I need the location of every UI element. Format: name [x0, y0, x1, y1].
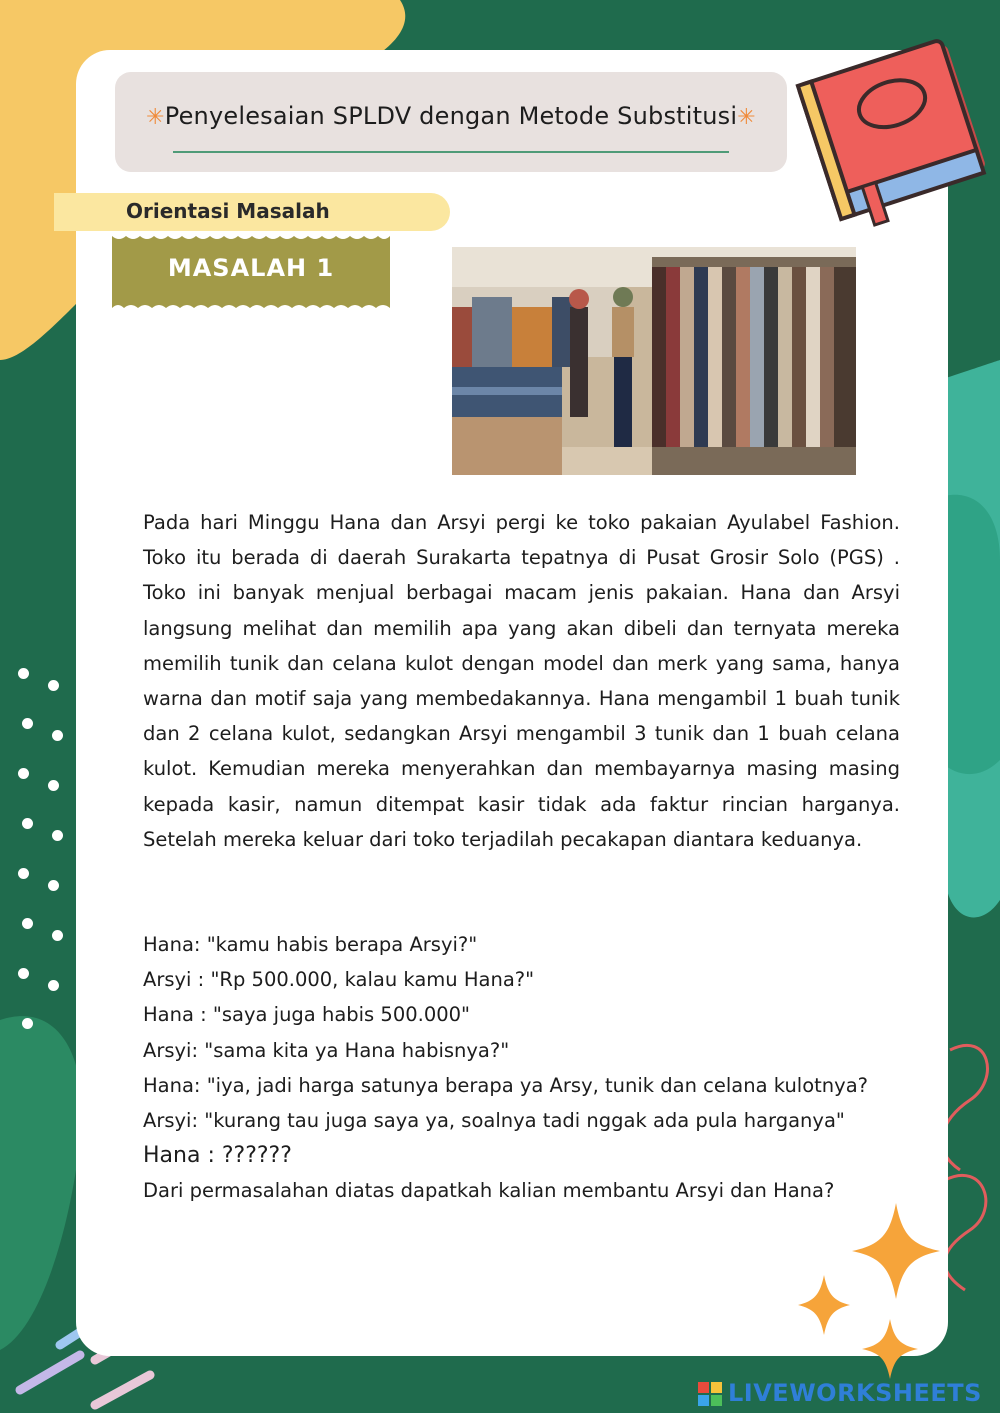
clothing-store-photo — [452, 247, 856, 475]
dialog-line: Arsyi: "sama kita ya Hana habisnya?" — [143, 1038, 510, 1062]
sparkle-icon: ✳ — [737, 105, 756, 130]
orientation-tab — [54, 193, 450, 231]
watermark — [698, 1378, 994, 1408]
page-title: Penyelesaian SPLDV dengan Metode Substitusi — [164, 102, 738, 130]
book-icon — [790, 24, 1000, 234]
title-underline — [173, 151, 729, 153]
question-line: Dari permasalahan diatas dapatkah kalian membantu Arsyi dan Hana? — [143, 1179, 835, 1203]
watermark-text: LIVEWORKSHEETS — [728, 1379, 982, 1407]
problem-label: MASALAH 1 — [167, 254, 335, 282]
sparkle-icon — [790, 1195, 950, 1395]
orientation-label: Orientasi Masalah — [126, 199, 330, 223]
dialog-block — [143, 927, 883, 1209]
dialog-line: Arsyi : "Rp 500.000, kalau kamu Hana?" — [143, 968, 535, 992]
sparkle-icon: ✳ — [146, 105, 165, 130]
problem-label-badge — [112, 236, 390, 308]
dialog-line: Arsyi: "kurang tau juga saya ya, soalnya tadi nggak ada pula harganya" — [143, 1109, 845, 1133]
title-banner — [115, 72, 787, 172]
dialog-line: Hana: "kamu habis berapa Arsyi?" — [143, 933, 478, 956]
story-paragraph: Pada hari Minggu Hana dan Arsyi pergi ke toko pakaian Ayulabel Fashion. Toko itu berada di daerah Surakarta tepatnya di Pusat Grosir Solo (PGS) . Toko ini banyak menjual berbagai macam jenis pakaian. Hana dan Arsyi langsung melihat dan memilih apa yang akan dibeli dan ternyata mereka memilih tunik dan celana kulot dengan model dan merk yang sama, hanya warna dan motif saja yang membedakannya. Hana mengambil 1 buah tunik dan 2 celana kulot, sedangkan Arsyi mengambil 3 tunik dan 1 buah celana kulot. Kemudian mereka menyerahkan dan membayarnya masing masing kepada kasir, namun ditempat kasir tidak ada faktur rincian harganya. Setelah mereka keluar dari toko terjadilah pecakapan diantara keduanya. — [143, 511, 900, 851]
dialog-line: Hana: "iya, jadi harga satunya berapa ya Arsy, tunik dan celana kulotnya? — [143, 1073, 868, 1097]
dialog-line: Hana : "saya juga habis 500.000" — [143, 1003, 471, 1027]
dialog-line: Hana : ?????? — [143, 1143, 292, 1169]
liveworksheets-logo-icon — [698, 1382, 722, 1406]
